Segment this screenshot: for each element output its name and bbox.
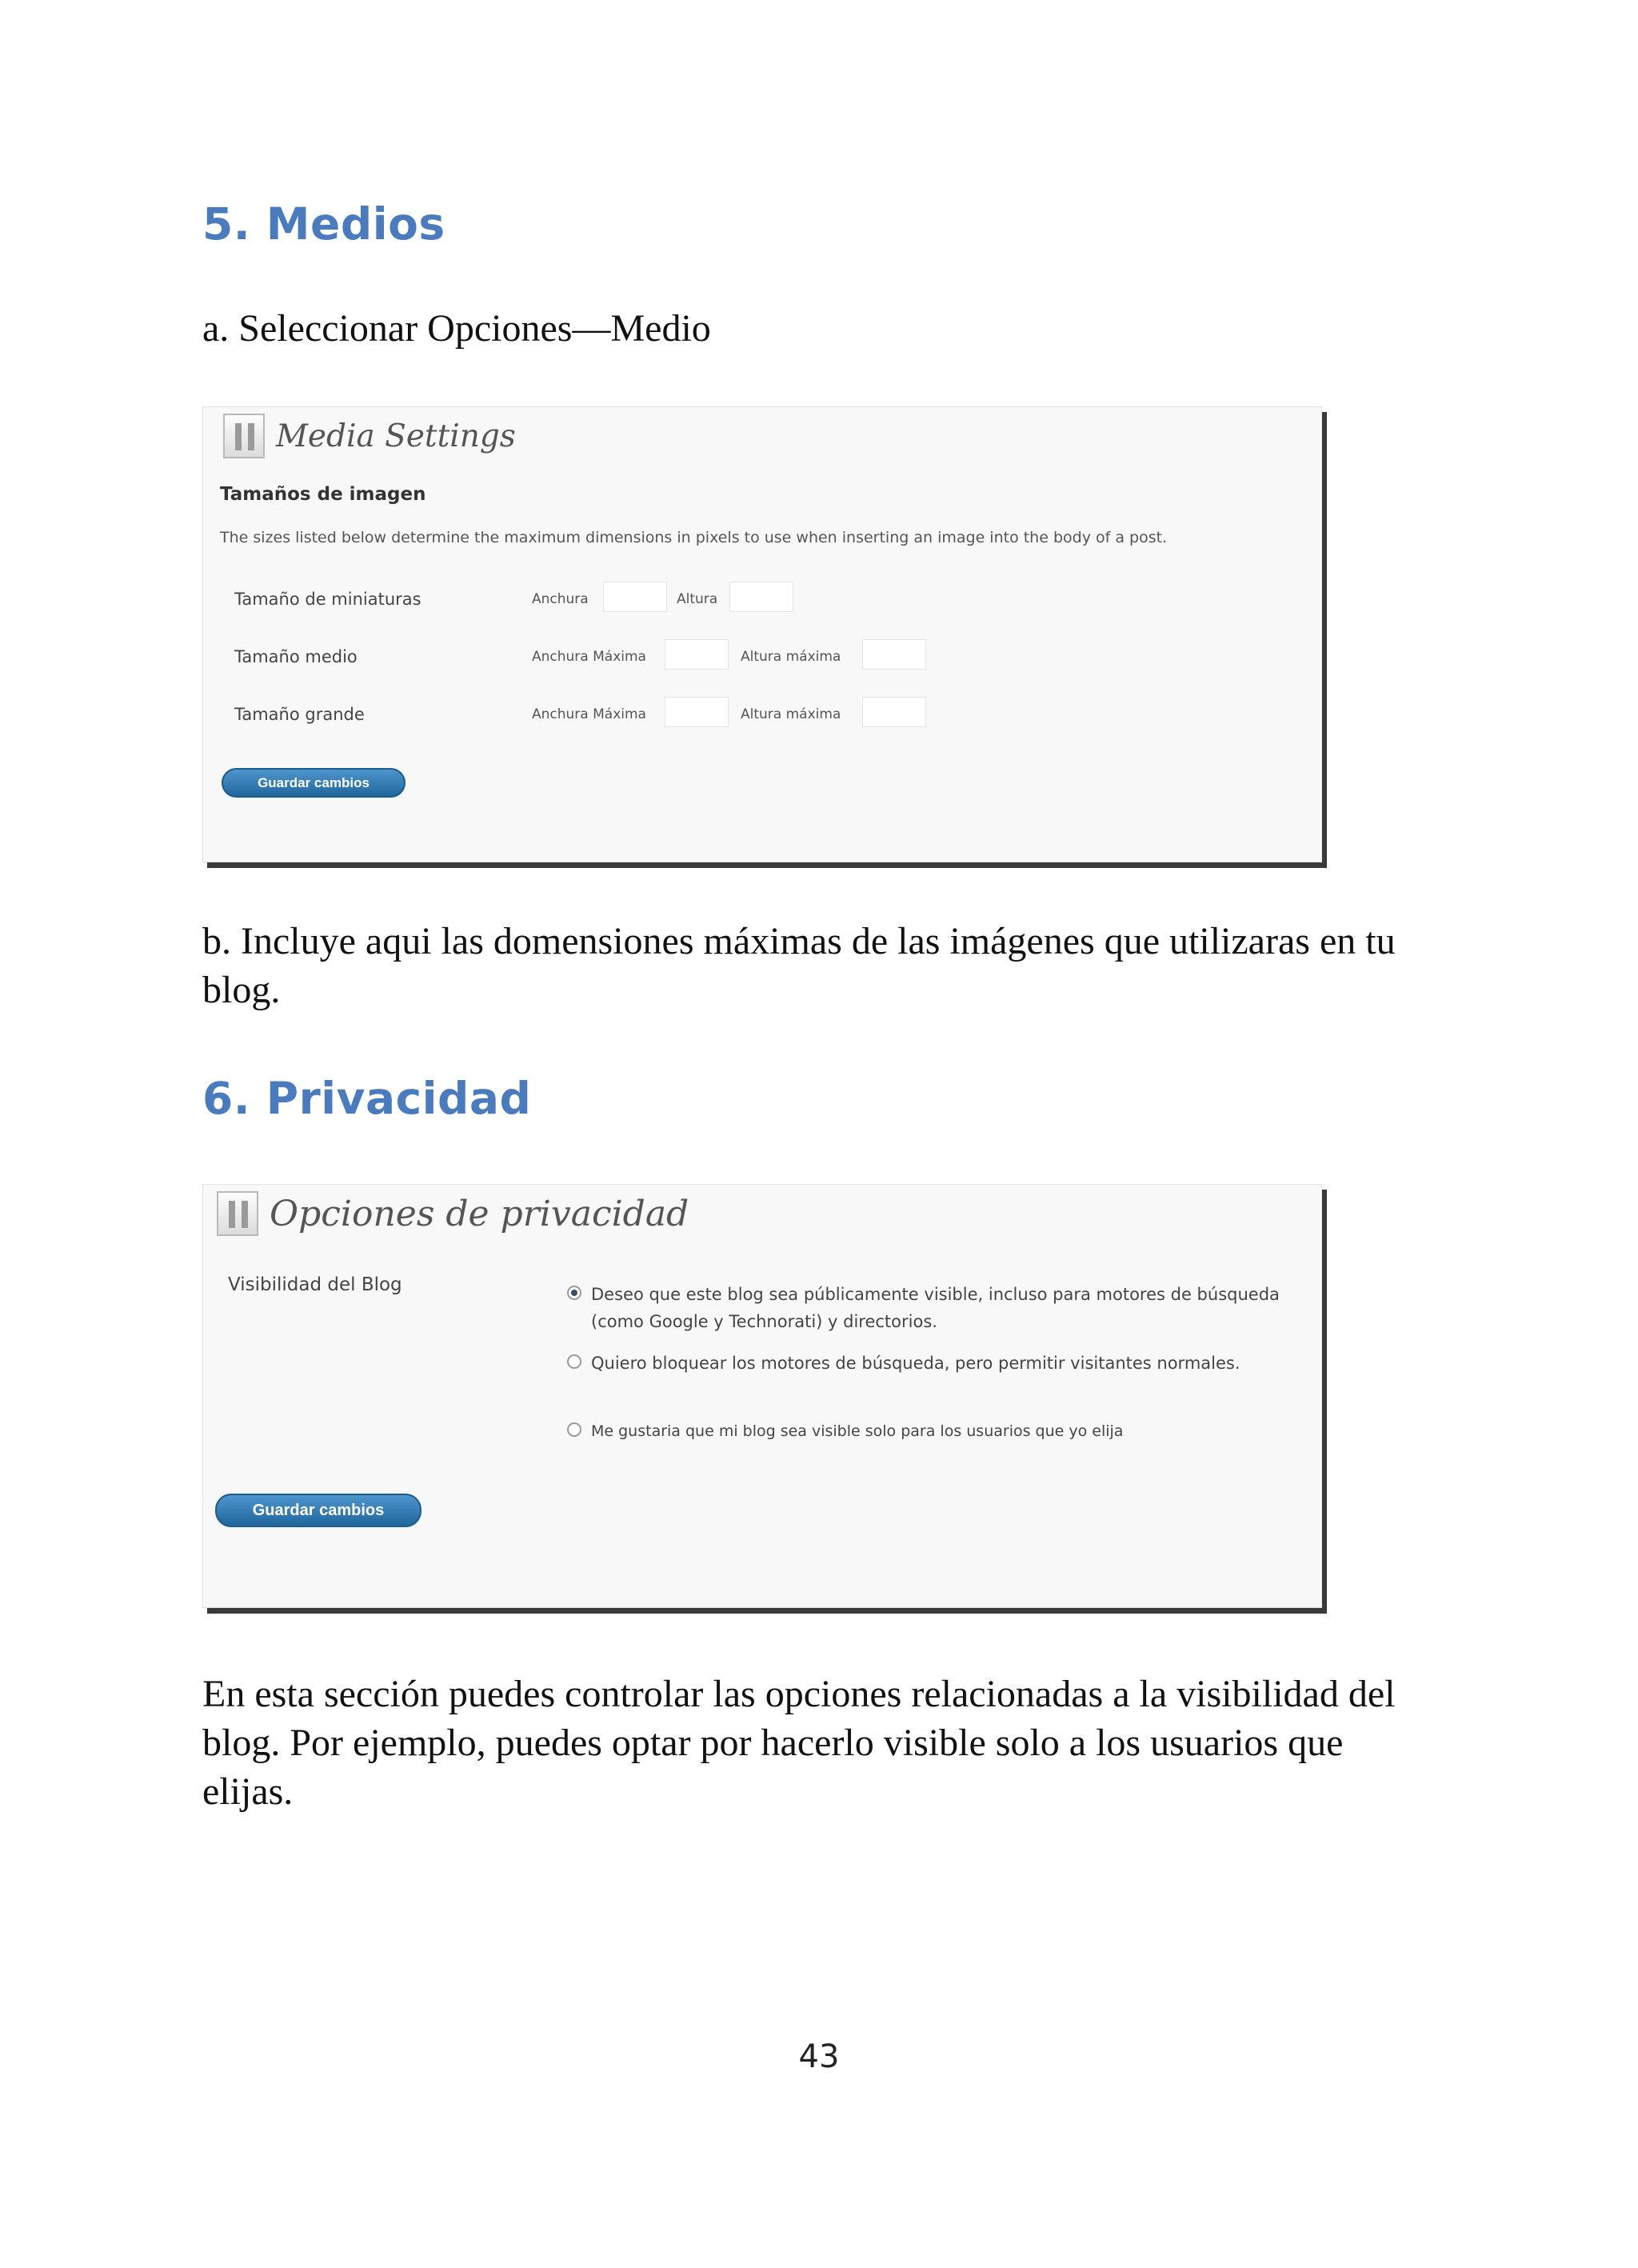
- save-changes-button[interactable]: Guardar cambios: [222, 768, 406, 798]
- large-max-width-input[interactable]: [665, 697, 729, 727]
- thumbnail-width-label: Anchura: [532, 591, 589, 607]
- radio-selected-icon[interactable]: [567, 1286, 581, 1300]
- large-size-label: Tamaño grande: [234, 705, 365, 724]
- step-a-text: a. Seleccionar Opciones—Medio: [202, 307, 711, 350]
- visibility-option-public-label: Deseo que este blog sea públicamente visible, incluso para motores de búsqueda (como Google y Technorati) y directorios.: [591, 1285, 1280, 1331]
- privacy-settings-title-bar: [217, 1191, 689, 1236]
- medium-max-width-label: Anchura Máxima: [532, 649, 646, 665]
- settings-icon: [223, 414, 265, 458]
- privacy-settings-panel: [202, 1184, 1322, 1608]
- media-settings-title: Media Settings: [276, 418, 516, 454]
- page-number: 43: [798, 2038, 840, 2075]
- visibility-option-block-search-label: Quiero bloquear los motores de búsqueda, pero permitir visitantes normales.: [591, 1354, 1240, 1373]
- section-heading-medios: 5. Medios: [202, 198, 445, 250]
- radio-unselected-icon[interactable]: [567, 1354, 581, 1369]
- step-b-text: b. Incluye aqui las domensiones máximas de las imágenes que utilizaras en tu blog.: [202, 920, 1396, 1011]
- medium-size-label: Tamaño medio: [234, 647, 358, 666]
- section-heading-privacidad: 6. Privacidad: [202, 1073, 532, 1124]
- visibility-option-private-label: Me gustaria que mi blog sea visible solo para los usuarios que yo elija: [591, 1422, 1124, 1440]
- privacy-description-text: En esta sección puedes controlar las opciones relacionadas a la visibilidad del blog. Por ejemplo, puedes optar por hacerlo visible solo a los usuarios que elijas.: [202, 1673, 1396, 1813]
- large-max-height-input[interactable]: [862, 697, 926, 727]
- settings-icon: [217, 1191, 258, 1236]
- image-sizes-label: Tamaños de imagen: [220, 484, 426, 505]
- image-sizes-description: The sizes listed below determine the maximum dimensions in pixels to use when inserting an image into the body of a post.: [220, 529, 1168, 546]
- thumbnail-size-label: Tamaño de miniaturas: [234, 590, 421, 609]
- radio-unselected-icon[interactable]: [567, 1422, 581, 1437]
- thumbnail-height-input[interactable]: [729, 582, 793, 612]
- thumbnail-width-input[interactable]: [603, 582, 667, 612]
- medium-max-width-input[interactable]: [665, 639, 729, 670]
- visibility-option-private[interactable]: [567, 1418, 1303, 1445]
- visibility-option-block-search[interactable]: [567, 1350, 1271, 1377]
- media-settings-panel: [202, 406, 1322, 862]
- visibility-option-public[interactable]: [567, 1281, 1303, 1335]
- privacy-settings-title: Opciones de privacidad: [270, 1193, 689, 1234]
- medium-max-height-input[interactable]: [862, 639, 926, 670]
- large-max-height-label: Altura máxima: [741, 706, 841, 722]
- save-changes-button[interactable]: Guardar cambios: [215, 1494, 421, 1527]
- large-max-width-label: Anchura Máxima: [532, 706, 646, 722]
- blog-visibility-label: Visibilidad del Blog: [228, 1274, 402, 1295]
- media-settings-title-bar: [223, 414, 516, 458]
- medium-max-height-label: Altura máxima: [741, 649, 841, 665]
- thumbnail-height-label: Altura: [677, 591, 718, 607]
